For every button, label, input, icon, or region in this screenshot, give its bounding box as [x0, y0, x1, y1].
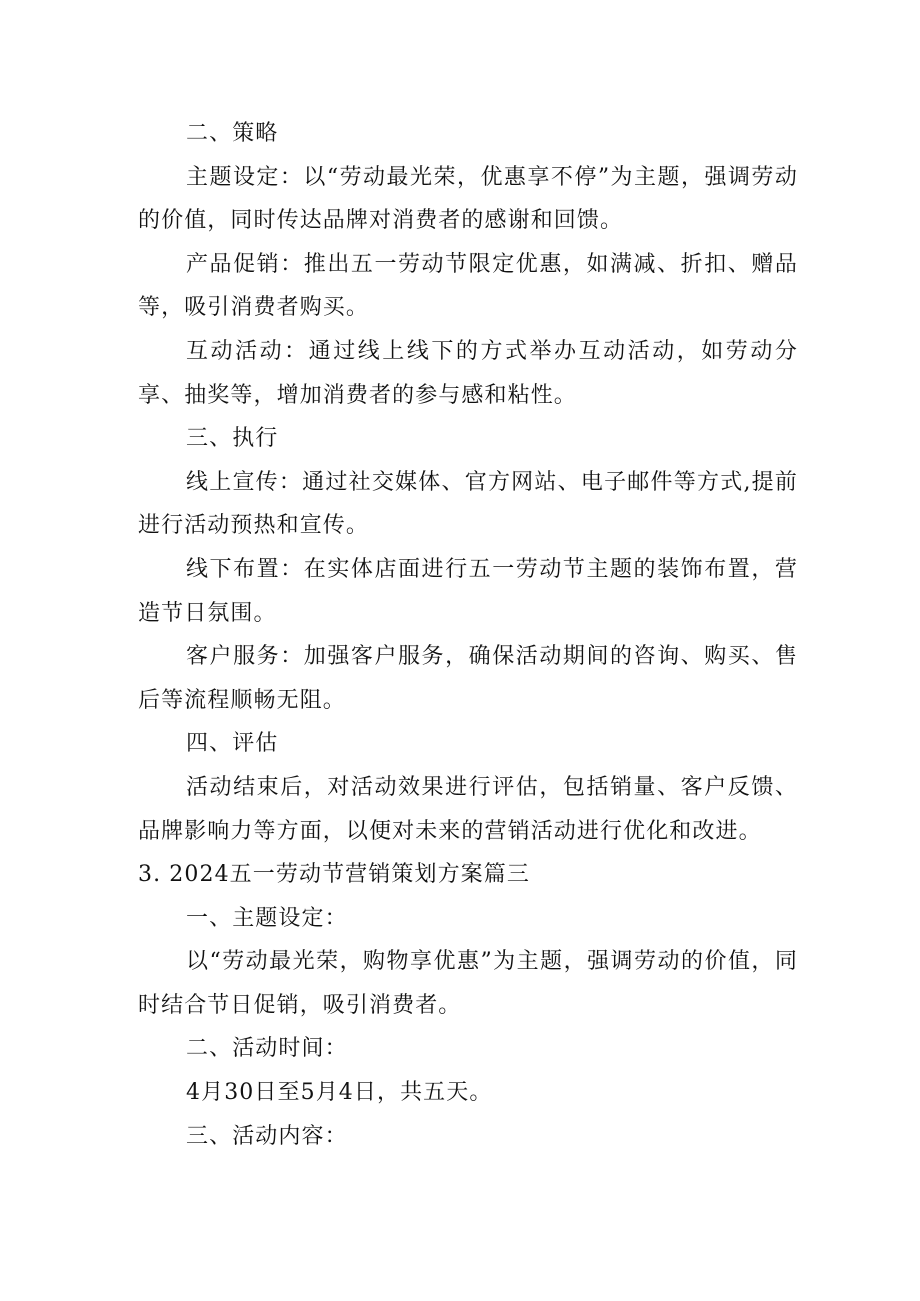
paragraph-theme-setting: 主题设定：以“劳动最光荣，优惠享不停”为主题，强调劳动的价值，同时传达品牌对消费者的感谢和回馈。 [138, 164, 798, 234]
section-heading-execution: 三、执行 [186, 426, 279, 452]
paragraph-activity-dates: 4月30日至5月4日，共五天。 [186, 1080, 493, 1106]
paragraph-interactive-activities: 互动活动：通过线上线下的方式举办互动活动，如劳动分享、抽奖等，增加消费者的参与感和粘性。 [138, 338, 798, 408]
section-heading-evaluation: 四、评估 [186, 731, 279, 757]
subheading-theme-setting: 一、主题设定： [186, 905, 348, 931]
document-body [138, 112, 798, 1158]
section-title-plan-three: 3. 2024五一劳动节营销策划方案篇三 [138, 862, 530, 888]
paragraph-evaluation: 活动结束后，对活动效果进行评估，包括销量、客户反馈、品牌影响力等方面，以便对未来的营销活动进行优化和改进。 [138, 774, 798, 844]
subheading-activity-content: 三、活动内容： [186, 1123, 348, 1149]
paragraph-online-promotion: 线上宣传：通过社交媒体、官方网站、电子邮件等方式,提前进行活动预热和宣传。 [138, 469, 798, 539]
subheading-activity-time: 二、活动时间： [186, 1036, 348, 1062]
paragraph-offline-setup: 线下布置：在实体店面进行五一劳动节主题的装饰布置，营造节日氛围。 [138, 556, 798, 626]
paragraph-product-promotion: 产品促销：推出五一劳动节限定优惠，如满减、折扣、赠品等，吸引消费者购买。 [138, 251, 798, 321]
paragraph-theme-description: 以“劳动最光荣，购物享优惠”为主题，强调劳动的价值，同时结合节日促销，吸引消费者。 [138, 949, 798, 1018]
section-heading-strategy: 二、策略 [186, 121, 279, 146]
paragraph-customer-service: 客户服务：加强客户服务，确保活动期间的咨询、购买、售后等流程顺畅无阻。 [138, 644, 798, 713]
